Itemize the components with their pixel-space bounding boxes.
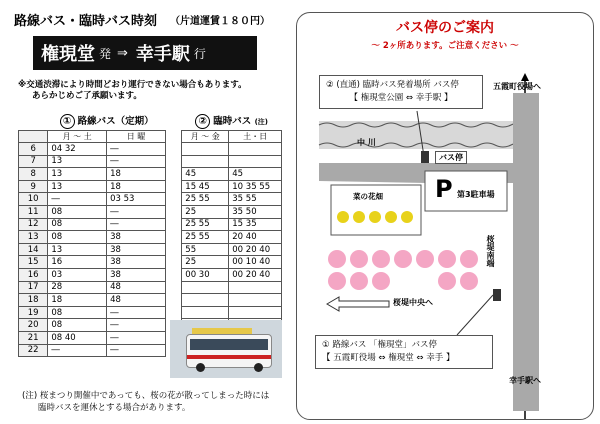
regular-bus-title: 路線バス（定期） (77, 115, 154, 127)
map-title: バス停のご案内 (396, 20, 494, 36)
arrow-left-icon (327, 297, 389, 311)
arrow-up-icon (521, 73, 529, 81)
extra-weekend-times: 00 20 40 (229, 269, 282, 282)
col-regular-holiday: 日 曜 (107, 130, 166, 143)
timetable-row (19, 218, 282, 231)
regular-weekday-times: 13 (48, 155, 107, 168)
timetable-row (19, 155, 282, 168)
route-from: 権現堂 (41, 44, 95, 65)
temp-stop-callout (319, 75, 483, 109)
delay-notice-line2: あらかじめご了承願います。 (32, 91, 142, 101)
regular-holiday-times: ― (107, 319, 166, 332)
regular-weekday-times: 08 40 (48, 332, 107, 345)
regular-holiday-times: 18 (107, 180, 166, 193)
timetable-group-header (19, 112, 282, 130)
col-regular-weekday: 月 ～ 土 (48, 130, 107, 143)
timetable-hour: 11 (19, 206, 48, 219)
extra-weekday-times: 55 (182, 243, 229, 256)
timetable-hour: 13 (19, 231, 48, 244)
regular-weekday-times: 03 (48, 269, 107, 282)
map-warning: ～ 2ヶ所あります。ご注意ください ～ (371, 41, 519, 51)
footnote-line2: 臨時バスを運休とする場合があります。 (38, 403, 191, 413)
regular-weekday-times: 08 (48, 218, 107, 231)
extra-weekday-times: 00 30 (182, 269, 229, 282)
timetable-hour: 18 (19, 294, 48, 307)
timetable-hour: 14 (19, 243, 48, 256)
bus-wheel-icon (196, 363, 205, 372)
center-direction-label: 桜堤中央へ (393, 298, 433, 307)
extra-weekend-times (229, 306, 282, 319)
timetable-row (19, 206, 282, 219)
south-end-label: 桜堤南端 (486, 235, 495, 267)
extra-weekday-times: 25 (182, 256, 229, 269)
extra-number-icon: ② (195, 114, 210, 129)
timetable-row (19, 281, 282, 294)
bus-wheel-icon (254, 363, 263, 372)
timetable-hour: 21 (19, 332, 48, 345)
extra-weekend-times: 45 (229, 168, 282, 181)
regular-holiday-times: 18 (107, 168, 166, 181)
extra-weekend-times: 15 35 (229, 218, 282, 231)
regular-weekday-times: 08 (48, 306, 107, 319)
bus-stop-pole-icon (421, 151, 429, 163)
timetable-column-header (19, 130, 282, 143)
regular-holiday-times: ― (107, 332, 166, 345)
delay-notice (18, 80, 247, 102)
timetable-hour: 6 (19, 143, 48, 156)
sakura-tree-icons (328, 250, 478, 290)
col-extra-weekend: 土・日 (229, 130, 282, 143)
river-label: 中 川 (357, 138, 376, 147)
regular-weekday-times: ― (48, 193, 107, 206)
extra-weekend-times: 35 50 (229, 206, 282, 219)
timetable-row (19, 231, 282, 244)
extra-weekend-times (229, 155, 282, 168)
timetable-row (19, 306, 282, 319)
route-stop-title: ① 路線バス 「権現堂」バス停 (322, 340, 438, 350)
extra-weekend-times (229, 143, 282, 156)
timetable-panel (0, 0, 290, 424)
flower-field-label: 菜の花畑 (353, 192, 383, 201)
parking-letter: P (435, 175, 453, 203)
extra-weekday-times: 25 55 (182, 193, 229, 206)
regular-holiday-times: 38 (107, 256, 166, 269)
parking-label: 第3駐車場 (457, 190, 495, 199)
timetable-row (19, 168, 282, 181)
temp-stop-title: ② (直通) 臨時バス発着場所 バス停 (326, 80, 459, 90)
extra-note-mark: (注) (254, 117, 268, 126)
timetable-hour: 16 (19, 269, 48, 282)
regular-weekday-times: ― (48, 344, 107, 357)
timetable-hour: 9 (19, 180, 48, 193)
route-bound-word: 行 (193, 46, 206, 61)
main-road (513, 93, 539, 411)
extra-weekend-times: 10 35 55 (229, 180, 282, 193)
extra-weekday-times (182, 155, 229, 168)
regular-holiday-times: 48 (107, 294, 166, 307)
timetable-row (19, 193, 282, 206)
regular-number-icon: ① (60, 114, 75, 129)
delay-notice-line1: ※交通渋滞により時間どおり運行できない場合もあります。 (18, 80, 247, 90)
footnote-line1: (注) 桜まつり開催中であっても、桜の花が散ってしまった時には (22, 391, 270, 401)
regular-holiday-times: ― (107, 143, 166, 156)
route-stop-callout (315, 335, 493, 369)
regular-holiday-times: 38 (107, 243, 166, 256)
timetable-row (19, 269, 282, 282)
regular-holiday-times: ― (107, 206, 166, 219)
satte-direction-label: 幸手駅へ (509, 376, 541, 385)
temp-stop-route: 【 権現堂公園 ⇔ 幸手駅 】 (349, 93, 453, 103)
page-title: 路線バス・臨時バス時刻 (14, 14, 158, 29)
regular-weekday-times: 08 (48, 231, 107, 244)
regular-holiday-times: 03 53 (107, 193, 166, 206)
regular-holiday-times: ― (107, 218, 166, 231)
col-extra-weekday: 月 ～ 金 (182, 130, 229, 143)
timetable-hour: 8 (19, 168, 48, 181)
extra-weekday-times: 25 (182, 206, 229, 219)
regular-weekday-times: 16 (48, 256, 107, 269)
regular-weekday-times: 13 (48, 180, 107, 193)
regular-weekday-times: 28 (48, 281, 107, 294)
extra-weekday-times (182, 281, 229, 294)
goka-direction-label: 五霞町役場へ (493, 82, 541, 91)
timetable-hour: 12 (19, 218, 48, 231)
regular-weekday-times: 08 (48, 206, 107, 219)
route-arrow-icon: ⇒ (117, 45, 128, 61)
timetable-hour: 22 (19, 344, 48, 357)
timetable-row (19, 180, 282, 193)
regular-weekday-times: 08 (48, 319, 107, 332)
timetable-row (19, 143, 282, 156)
regular-weekday-times: 04 32 (48, 143, 107, 156)
regular-weekday-times: 13 (48, 243, 107, 256)
extra-weekday-times: 45 (182, 168, 229, 181)
extra-weekend-times (229, 281, 282, 294)
bus-stop-label: バス停 (435, 151, 467, 164)
regular-bus-heading (48, 112, 165, 130)
regular-holiday-times: 38 (107, 231, 166, 244)
fare-note: （片道運賃１８０円） (170, 16, 270, 27)
extra-weekday-times (182, 306, 229, 319)
extra-bus-heading (182, 112, 282, 130)
timetable-hour: 7 (19, 155, 48, 168)
route-depart-word: 発 (99, 46, 112, 61)
timetable-row (19, 294, 282, 307)
regular-holiday-times: ― (107, 306, 166, 319)
extra-weekday-times: 25 55 (182, 218, 229, 231)
regular-holiday-times: 48 (107, 281, 166, 294)
bus-photo (170, 320, 282, 378)
regular-holiday-times: 38 (107, 269, 166, 282)
timetable-hour: 15 (19, 256, 48, 269)
regular-holiday-times: ― (107, 155, 166, 168)
extra-weekday-times (182, 294, 229, 307)
timetable-hour: 20 (19, 319, 48, 332)
timetable-row (19, 243, 282, 256)
route-to: 幸手駅 (135, 44, 190, 65)
timetable-hour: 10 (19, 193, 48, 206)
extra-weekend-times: 35 55 (229, 193, 282, 206)
footnote (22, 390, 269, 414)
extra-weekend-times (229, 294, 282, 307)
extra-weekday-times: 15 45 (182, 180, 229, 193)
extra-weekend-times: 00 20 40 (229, 243, 282, 256)
timetable-hour: 17 (19, 281, 48, 294)
extra-weekend-times: 00 10 40 (229, 256, 282, 269)
regular-weekday-times: 18 (48, 294, 107, 307)
route-stop-route: 【 五霞町役場 ⇔ 権現堂 ⇔ 幸手 】 (322, 353, 455, 363)
extra-weekend-times: 20 40 (229, 231, 282, 244)
bus-stop-pole-icon (493, 289, 501, 301)
timetable-row (19, 256, 282, 269)
extra-weekday-times (182, 143, 229, 156)
regular-holiday-times: ― (107, 344, 166, 357)
extra-bus-title: 臨時バス (213, 115, 252, 127)
regular-weekday-times: 13 (48, 168, 107, 181)
bus-stop-map (296, 12, 594, 420)
route-banner (33, 36, 257, 70)
extra-weekday-times: 25 55 (182, 231, 229, 244)
timetable-hour: 19 (19, 306, 48, 319)
